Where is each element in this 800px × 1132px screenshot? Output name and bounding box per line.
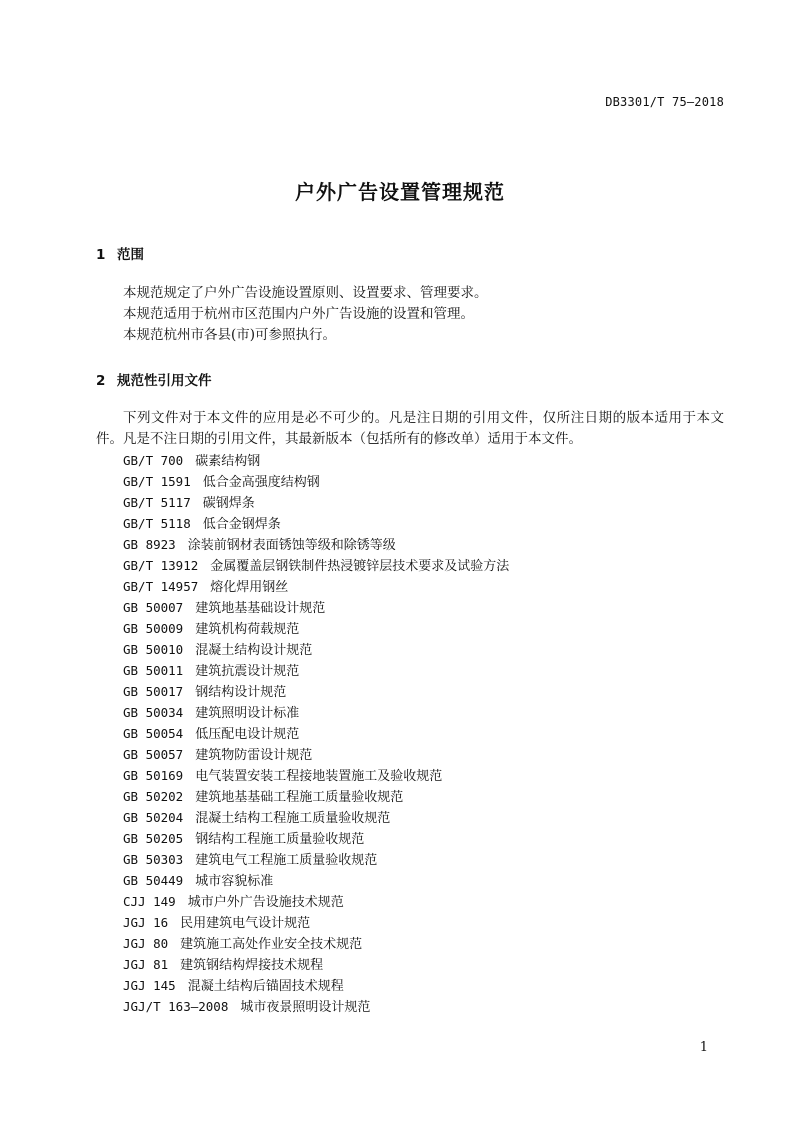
reference-title: 电气装置安装工程接地装置施工及验收规范 (195, 769, 443, 784)
reference-item (123, 492, 509, 513)
reference-code: GB/T 1591 (123, 474, 191, 489)
reference-code: GB 50205 (123, 831, 184, 846)
reference-code: GB/T 5117 (123, 495, 191, 510)
reference-code: GB 50009 (123, 621, 184, 636)
reference-item (123, 975, 509, 996)
reference-title: 建筑地基基础设计规范 (195, 601, 326, 616)
reference-item (123, 555, 509, 576)
reference-code: GB 50202 (123, 789, 184, 804)
section-2-intro-paragraph: 下列文件对于本文件的应用是必不可少的。凡是注日期的引用文件，仅所注日期的版本适用于本文件。凡是不注日期的引用文件，其最新版本（包括所有的修改单）适用于本文件。 (96, 410, 724, 447)
reference-title: 城市夜景照明设计规范 (240, 1000, 371, 1015)
reference-title: 建筑钢结构焊接技术规程 (180, 958, 324, 973)
reference-item (123, 828, 509, 849)
reference-item (123, 765, 509, 786)
reference-code: GB 50034 (123, 705, 184, 720)
section-1-body (96, 283, 724, 346)
reference-item (123, 786, 509, 807)
reference-title: 碳素结构钢 (195, 454, 261, 469)
reference-code: GB 50204 (123, 810, 184, 825)
section-2-heading (96, 369, 212, 389)
reference-code: GB/T 5118 (123, 516, 191, 531)
reference-code: JGJ/T 163—2008 (123, 999, 229, 1014)
reference-code: JGJ 80 (123, 936, 169, 951)
reference-list (123, 450, 509, 1017)
reference-title: 低合金高强度结构钢 (202, 475, 320, 490)
reference-item (123, 660, 509, 681)
reference-code: GB 50449 (123, 873, 184, 888)
section-1-heading (96, 243, 144, 263)
reference-code: JGJ 145 (123, 978, 176, 993)
reference-item (123, 702, 509, 723)
reference-item (123, 870, 509, 891)
section-1-number: 1 (96, 247, 106, 263)
reference-code: GB 50017 (123, 684, 184, 699)
section-1-title: 范围 (117, 247, 144, 263)
reference-code: CJJ 149 (123, 894, 176, 909)
reference-item (123, 996, 509, 1017)
reference-title: 建筑地基基础工程施工质量验收规范 (195, 790, 404, 805)
reference-code: GB 50057 (123, 747, 184, 762)
reference-item (123, 807, 509, 828)
reference-title: 建筑电气工程施工质量验收规范 (195, 853, 378, 868)
reference-item (123, 450, 509, 471)
reference-item (123, 576, 509, 597)
page-number: 1 (699, 1040, 708, 1055)
reference-item (123, 954, 509, 975)
reference-title: 建筑施工高处作业安全技术规范 (180, 937, 363, 952)
reference-title: 混凝土结构后锚固技术规程 (187, 979, 344, 994)
reference-title: 钢结构工程施工质量验收规范 (195, 832, 365, 847)
reference-item (123, 849, 509, 870)
reference-title: 建筑抗震设计规范 (195, 664, 300, 679)
reference-code: GB 50011 (123, 663, 184, 678)
reference-title: 低合金钢焊条 (202, 517, 281, 532)
reference-code: GB/T 13912 (123, 558, 199, 573)
document-code: DB3301/T 75—2018 (605, 95, 724, 109)
reference-item (123, 723, 509, 744)
reference-item (123, 618, 509, 639)
reference-title: 钢结构设计规范 (195, 685, 287, 700)
reference-item (123, 639, 509, 660)
reference-item (123, 744, 509, 765)
reference-title: 混凝土结构工程施工质量验收规范 (195, 811, 391, 826)
reference-code: JGJ 81 (123, 957, 169, 972)
reference-code: GB 50169 (123, 768, 184, 783)
reference-title: 低压配电设计规范 (195, 727, 300, 742)
section-1-paragraph: 本规范适用于杭州市区范围内户外广告设施的设置和管理。 (123, 306, 474, 322)
reference-item (123, 471, 509, 492)
reference-code: GB 50303 (123, 852, 184, 867)
reference-title: 涂装前钢材表面锈蚀等级和除锈等级 (187, 538, 396, 553)
reference-code: GB 50010 (123, 642, 184, 657)
section-2-number: 2 (96, 373, 106, 389)
reference-title: 建筑机构荷载规范 (195, 622, 300, 637)
reference-title: 金属覆盖层钢铁制件热浸镀锌层技术要求及试验方法 (210, 559, 510, 574)
section-1-paragraph: 本规范杭州市各县(市)可参照执行。 (123, 327, 337, 343)
reference-code: GB/T 700 (123, 453, 184, 468)
reference-item (123, 513, 509, 534)
reference-item (123, 912, 509, 933)
reference-title: 熔化焊用钢丝 (210, 580, 289, 595)
reference-title: 建筑物防雷设计规范 (195, 748, 313, 763)
reference-code: GB 8923 (123, 537, 176, 552)
reference-title: 混凝土结构设计规范 (195, 643, 313, 658)
reference-code: GB 50007 (123, 600, 184, 615)
reference-title: 建筑照明设计标准 (195, 706, 300, 721)
section-2-title: 规范性引用文件 (117, 373, 212, 389)
reference-code: JGJ 16 (123, 915, 169, 930)
section-2-body (96, 408, 724, 450)
reference-item (123, 597, 509, 618)
reference-item (123, 681, 509, 702)
reference-title: 碳钢焊条 (202, 496, 255, 511)
reference-title: 城市容貌标准 (195, 874, 274, 889)
document-title: 户外广告设置管理规范 (295, 180, 505, 204)
reference-code: GB/T 14957 (123, 579, 199, 594)
section-1-paragraph: 本规范规定了户外广告设施设置原则、设置要求、管理要求。 (123, 285, 488, 301)
reference-title: 城市户外广告设施技术规范 (187, 895, 344, 910)
reference-item (123, 933, 509, 954)
reference-item (123, 891, 509, 912)
reference-item (123, 534, 509, 555)
reference-title: 民用建筑电气设计规范 (180, 916, 311, 931)
reference-code: GB 50054 (123, 726, 184, 741)
